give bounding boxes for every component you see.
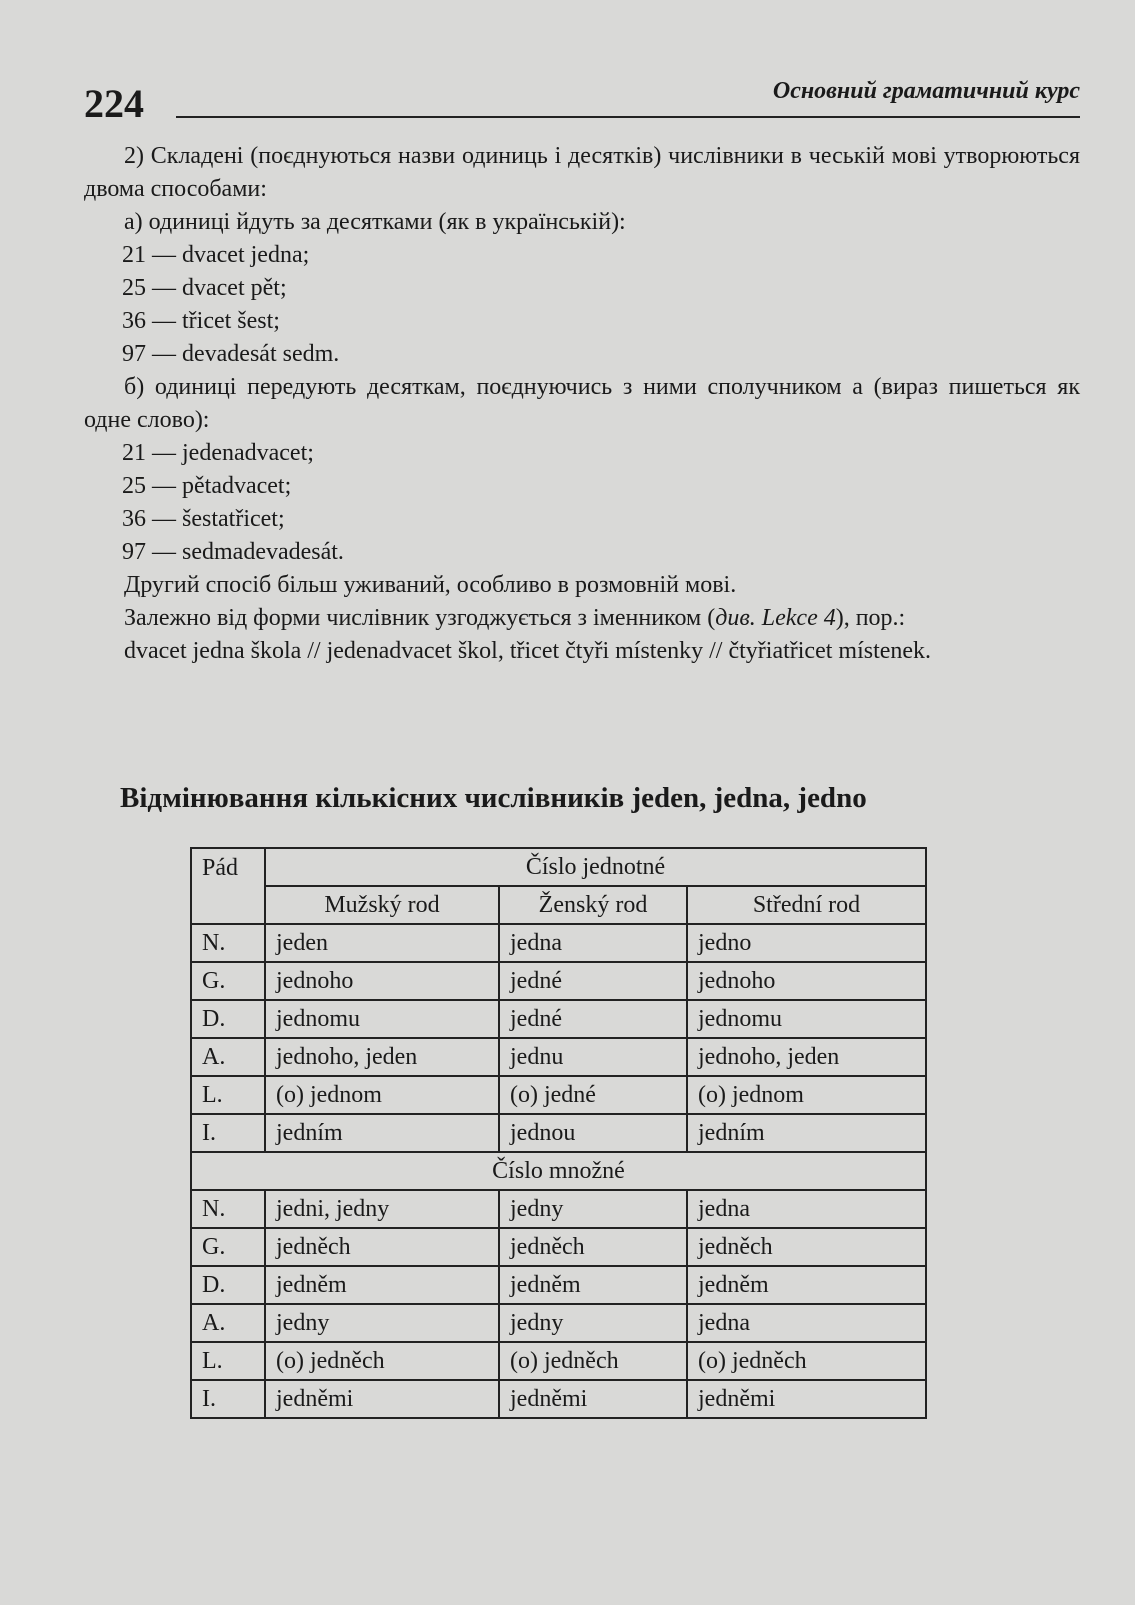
form-cell: jedněmi xyxy=(499,1380,687,1418)
body-text xyxy=(84,140,1080,668)
form-cell: (o) jedné xyxy=(499,1076,687,1114)
lesson-reference: див. Lekce 4 xyxy=(715,605,836,631)
gender-neuter: Střední rod xyxy=(687,886,926,924)
form-cell: jedny xyxy=(499,1304,687,1342)
example-line: 36 — šestatřicet; xyxy=(122,506,285,532)
table-row xyxy=(191,1114,926,1152)
form-cell: jedněch xyxy=(499,1228,687,1266)
gender-header-row xyxy=(191,886,926,924)
form-cell: jedním xyxy=(687,1114,926,1152)
form-cell: (o) jedněch xyxy=(265,1342,499,1380)
form-cell: jednoho, jeden xyxy=(265,1038,499,1076)
form-cell: jedné xyxy=(499,962,687,1000)
table-header-row xyxy=(191,848,926,886)
header-rule xyxy=(176,116,1080,118)
example-line: 36 — třicet šest; xyxy=(122,308,280,334)
form-cell: (o) jedněch xyxy=(687,1342,926,1380)
section-title: Відмінювання кількісних числівників jeden, jedna, jedno xyxy=(120,782,867,814)
case-cell: N. xyxy=(191,1190,265,1228)
case-header: Pád xyxy=(191,848,265,924)
case-cell: G. xyxy=(191,962,265,1000)
form-cell: jedněm xyxy=(499,1266,687,1304)
paragraph-method-b: б) одиниці передують десяткам, поєднуючись з ними сполучником a (вираз пишеться як одне слово): xyxy=(84,374,1080,433)
example-line: 97 — sedmadevadesát. xyxy=(122,539,344,565)
form-cell: jednoho xyxy=(687,962,926,1000)
form-cell: jedni, jedny xyxy=(265,1190,499,1228)
form-cell: jedno xyxy=(687,924,926,962)
agreement-text: Залежно від форми числівник узгоджується з іменником ( xyxy=(124,605,716,631)
running-title: Основний граматичний курс xyxy=(772,78,1080,104)
form-cell: jednoho, jeden xyxy=(687,1038,926,1076)
case-cell: N. xyxy=(191,924,265,962)
form-cell: jedněch xyxy=(265,1228,499,1266)
table-row xyxy=(191,1190,926,1228)
form-cell: (o) jednom xyxy=(687,1076,926,1114)
form-cell: jedna xyxy=(499,924,687,962)
case-cell: I. xyxy=(191,1380,265,1418)
paragraph-compound-numerals: 2) Складені (поєднуються назви одиниць і десятків) числівники в чеській мові утворюються двома способами: xyxy=(84,143,1080,202)
gender-feminine: Ženský rod xyxy=(499,886,687,924)
example-line: 25 — pětadvacet; xyxy=(122,473,292,499)
form-cell: jedny xyxy=(265,1304,499,1342)
gender-masculine: Mužský rod xyxy=(265,886,499,924)
example-line: 97 — devadesát sedm. xyxy=(122,341,340,367)
plural-header-row xyxy=(191,1152,926,1190)
paragraph-method-a: а) одиниці йдуть за десятками (як в українській): xyxy=(124,209,626,235)
case-cell: L. xyxy=(191,1342,265,1380)
table-row xyxy=(191,1380,926,1418)
page-header xyxy=(84,78,1080,128)
form-cell: jednomu xyxy=(687,1000,926,1038)
form-cell: jeden xyxy=(265,924,499,962)
form-cell: (o) jedněch xyxy=(499,1342,687,1380)
singular-header: Číslo jednotné xyxy=(265,848,926,886)
paragraph-examples: dvacet jedna škola // jedenadvacet škol, třicet čtyři místenky // čtyřiatřicet místenek. xyxy=(124,638,932,664)
case-cell: A. xyxy=(191,1304,265,1342)
declension-table xyxy=(190,847,927,1419)
form-cell: jedněmi xyxy=(265,1380,499,1418)
form-cell: jedna xyxy=(687,1304,926,1342)
form-cell: jedněmi xyxy=(687,1380,926,1418)
form-cell: jedna xyxy=(687,1190,926,1228)
case-cell: L. xyxy=(191,1076,265,1114)
plural-header: Číslo množné xyxy=(191,1152,926,1190)
table-row xyxy=(191,1228,926,1266)
table-row xyxy=(191,1304,926,1342)
case-cell: G. xyxy=(191,1228,265,1266)
table-row xyxy=(191,1342,926,1380)
form-cell: jednu xyxy=(499,1038,687,1076)
paragraph-usage: Другий спосіб більш уживаний, особливо в розмовній мові. xyxy=(124,572,737,598)
form-cell: (o) jednom xyxy=(265,1076,499,1114)
paragraph-agreement xyxy=(84,602,1080,635)
table-row xyxy=(191,1266,926,1304)
table-row xyxy=(191,1000,926,1038)
form-cell: jedněm xyxy=(687,1266,926,1304)
case-cell: D. xyxy=(191,1266,265,1304)
form-cell: jedněch xyxy=(687,1228,926,1266)
example-line: 21 — jedenadvacet; xyxy=(122,440,314,466)
table-row xyxy=(191,924,926,962)
form-cell: jednomu xyxy=(265,1000,499,1038)
form-cell: jednou xyxy=(499,1114,687,1152)
case-cell: I. xyxy=(191,1114,265,1152)
table-row xyxy=(191,962,926,1000)
form-cell: jedné xyxy=(499,1000,687,1038)
example-line: 25 — dvacet pět; xyxy=(122,275,287,301)
example-line: 21 — dvacet jedna; xyxy=(122,242,310,268)
case-cell: D. xyxy=(191,1000,265,1038)
table-row xyxy=(191,1038,926,1076)
page-number: 224 xyxy=(84,81,144,126)
form-cell: jedněm xyxy=(265,1266,499,1304)
form-cell: jednoho xyxy=(265,962,499,1000)
agreement-text-end: ), пор.: xyxy=(835,605,906,631)
form-cell: jedním xyxy=(265,1114,499,1152)
case-cell: A. xyxy=(191,1038,265,1076)
table-row xyxy=(191,1076,926,1114)
form-cell: jedny xyxy=(499,1190,687,1228)
